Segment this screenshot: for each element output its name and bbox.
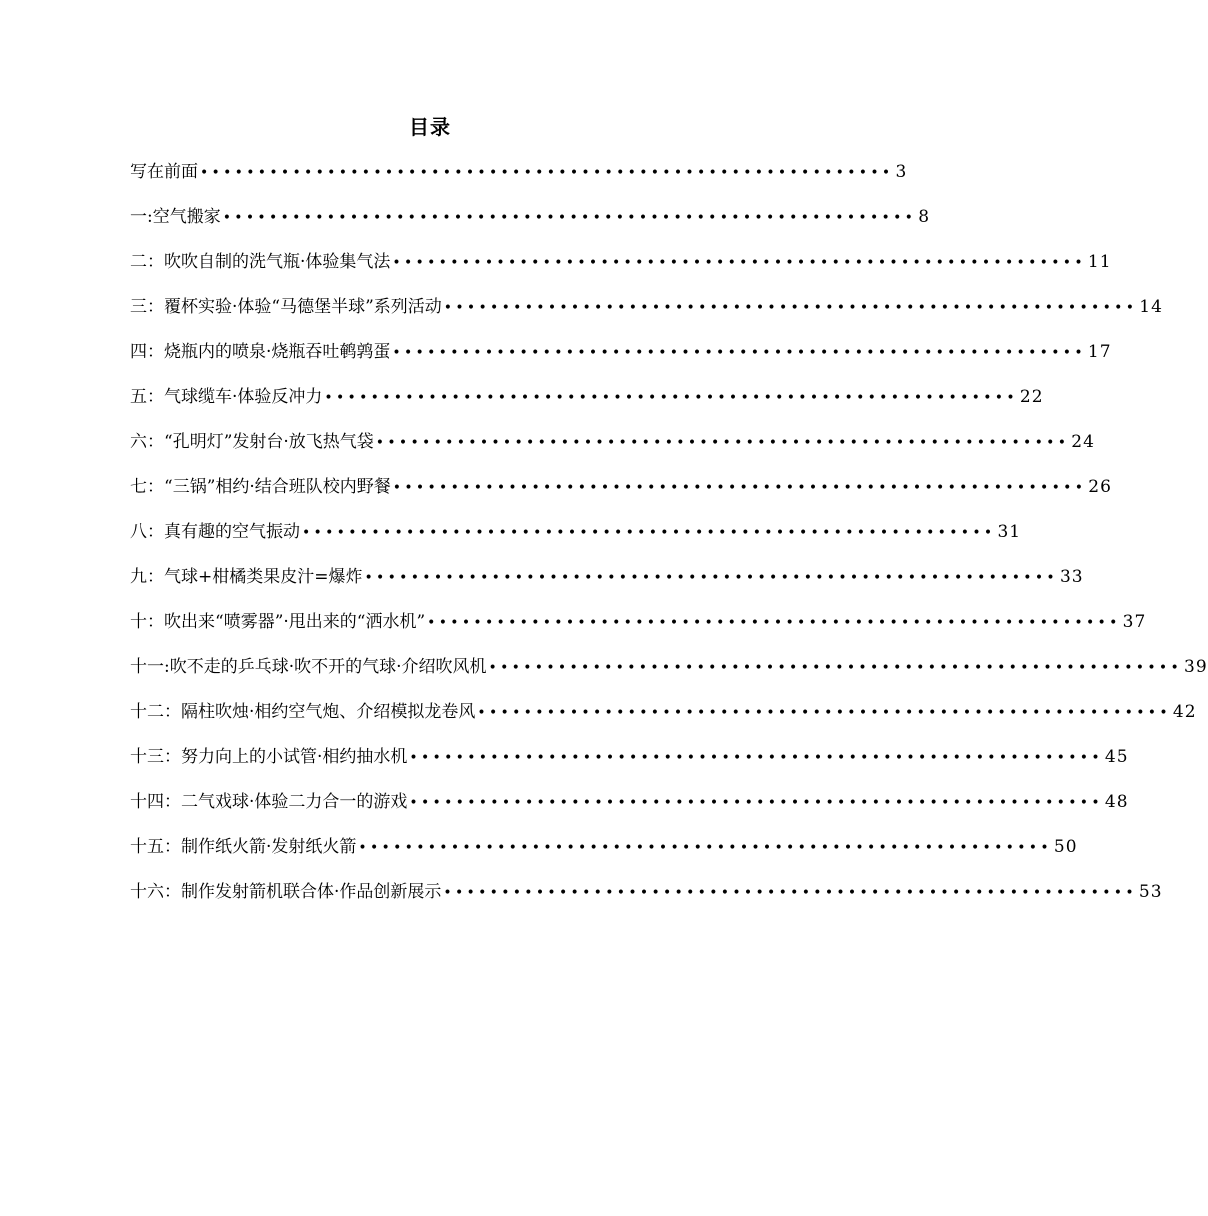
dot-leader: •••••••••••••••••••••••••••••••••••••••••••••••••••••••••••• xyxy=(392,480,1087,496)
toc-entry xyxy=(130,744,1129,789)
toc-entry-label: 十一:吹不走的乒乓球·吹不开的气球·介绍吹风机 xyxy=(130,657,487,677)
toc-entry xyxy=(130,699,1197,744)
toc-entry-label: 八：真有趣的空气振动 xyxy=(130,522,300,542)
toc-entry xyxy=(130,384,1044,429)
toc-page-number: 14 xyxy=(1139,297,1163,317)
toc-page-number: 39 xyxy=(1184,657,1208,677)
toc-entry-label: 十五：制作纸火箭·发射纸火箭 xyxy=(130,837,357,857)
dot-leader: •••••••••••••••••••••••••••••••••••••••••••••••••••••••••••• xyxy=(200,165,894,181)
toc-page-number: 31 xyxy=(997,522,1022,542)
toc-page-number: 26 xyxy=(1088,477,1112,497)
toc-page-number: 42 xyxy=(1172,702,1197,722)
toc-entry-label: 六：“孔明灯”发射台·放飞热气袋 xyxy=(130,432,374,452)
toc-entry-label: 四：烧瓶内的喷泉·烧瓶吞吐鹌鹑蛋 xyxy=(130,342,391,362)
toc-page-number: 37 xyxy=(1122,612,1147,632)
dot-leader: •••••••••••••••••••••••••••••••••••••••••••••••••••••••••••• xyxy=(409,750,1103,766)
dot-leader: •••••••••••••••••••••••••••••••••••••••••••••••••••••••••••• xyxy=(302,525,996,541)
dot-leader: •••••••••••••••••••••••••••••••••••••••••••••••••••••••••••• xyxy=(443,300,1138,316)
dot-leader: •••••••••••••••••••••••••••••••••••••••••••••••••••••••••••• xyxy=(443,885,1137,901)
toc-entry-label: 十二：隔柱吹烛·相约空气炮、介绍模拟龙卷风 xyxy=(130,702,476,722)
toc-entry xyxy=(130,609,1147,654)
toc-entry xyxy=(130,339,1112,384)
toc-entry-label: 十三：努力向上的小试管·相约抽水机 xyxy=(130,747,408,767)
toc-page-number: 8 xyxy=(918,207,931,227)
toc-entry xyxy=(130,789,1129,834)
toc-entry xyxy=(130,519,1022,564)
dot-leader: •••••••••••••••••••••••••••••••••••••••••••••••••••••••••••• xyxy=(427,615,1121,631)
toc-entry-label: 写在前面 xyxy=(130,162,198,182)
dot-leader: •••••••••••••••••••••••••••••••••••••••••••••••••••••••••••• xyxy=(222,210,917,226)
toc-page-number: 11 xyxy=(1087,252,1112,272)
toc-entry xyxy=(130,249,1112,294)
toc-entry-label: 二：吹吹自制的洗气瓶·体验集气法 xyxy=(130,252,391,272)
toc-entry-label: 五：气球缆车·体验反冲力 xyxy=(130,387,323,407)
toc-entry xyxy=(130,429,1095,474)
toc-entry xyxy=(130,834,1078,879)
toc-entry xyxy=(130,204,931,249)
toc-entry xyxy=(130,294,1163,339)
toc-page-number: 53 xyxy=(1138,882,1163,902)
toc-page-number: 17 xyxy=(1087,342,1112,362)
toc-page-number: 22 xyxy=(1019,387,1044,407)
toc-entry xyxy=(130,564,1084,609)
toc-entry-label: 九：气球+柑橘类果皮汁=爆炸 xyxy=(130,567,363,587)
toc-list xyxy=(130,159,1208,924)
toc-entry-label: 七：“三锅”相约·结合班队校内野餐 xyxy=(130,477,391,497)
toc-page-number: 33 xyxy=(1059,567,1084,587)
toc-entry xyxy=(130,879,1163,924)
toc-entry-label: 一:空气搬家 xyxy=(130,207,221,227)
toc-page-number: 24 xyxy=(1071,432,1095,452)
dot-leader: •••••••••••••••••••••••••••••••••••••••••••••••••••••••••••• xyxy=(409,795,1103,811)
toc-page-number: 3 xyxy=(895,162,908,182)
dot-leader: •••••••••••••••••••••••••••••••••••••••••••••••••••••••••••• xyxy=(324,390,1018,406)
toc-entry xyxy=(130,474,1112,519)
dot-leader: •••••••••••••••••••••••••••••••••••••••••••••••••••••••••••• xyxy=(364,570,1058,586)
toc-entry xyxy=(130,654,1208,699)
dot-leader: •••••••••••••••••••••••••••••••••••••••••••••••••••••••••••• xyxy=(477,705,1171,721)
toc-page-number: 48 xyxy=(1104,792,1129,812)
dot-leader: •••••••••••••••••••••••••••••••••••••••••••••••••••••••••••• xyxy=(392,345,1086,361)
dot-leader: •••••••••••••••••••••••••••••••••••••••••••••••••••••••••••• xyxy=(375,435,1070,451)
toc-entry-label: 十四：二气戏球·体验二力合一的游戏 xyxy=(130,792,408,812)
dot-leader: •••••••••••••••••••••••••••••••••••••••••••••••••••••••••••• xyxy=(392,255,1086,271)
dot-leader: •••••••••••••••••••••••••••••••••••••••••••••••••••••••••••• xyxy=(358,840,1052,856)
toc-title: 目录 xyxy=(409,115,451,139)
toc-entry xyxy=(130,159,908,204)
toc-page-number: 50 xyxy=(1053,837,1078,857)
toc-page-number: 45 xyxy=(1104,747,1129,767)
toc-entry-label: 十六：制作发射箭机联合体·作品创新展示 xyxy=(130,882,442,902)
dot-leader: •••••••••••••••••••••••••••••••••••••••••••••••••••••••••••• xyxy=(488,660,1183,676)
toc-entry-label: 三：覆杯实验·体验“马德堡半球”系列活动 xyxy=(130,297,442,317)
toc-entry-label: 十：吹出来“喷雾器”·甩出来的“洒水机” xyxy=(130,612,426,632)
